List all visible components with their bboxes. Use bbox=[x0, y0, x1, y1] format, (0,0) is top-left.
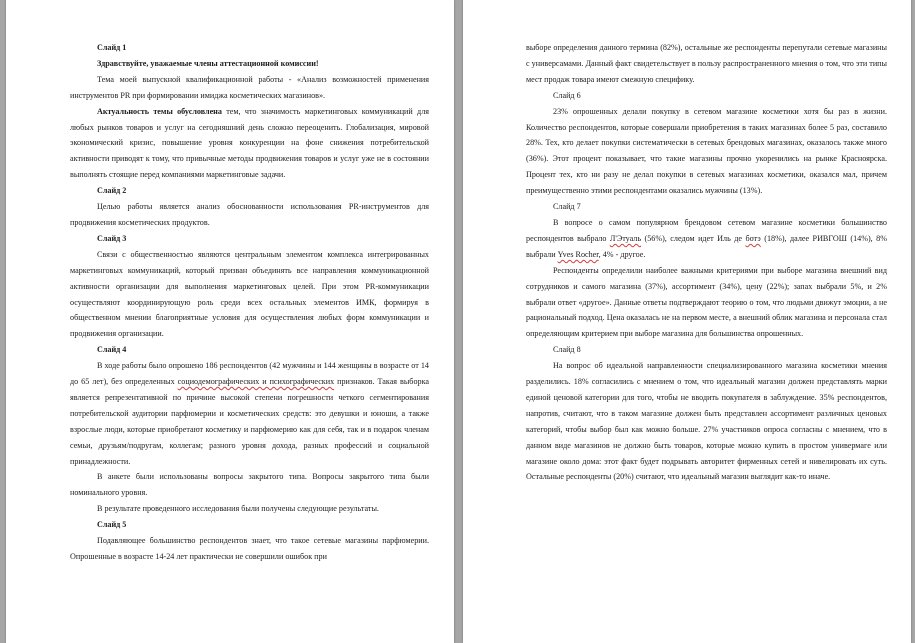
slide-8-heading: Слайд 8 bbox=[553, 345, 581, 355]
spellcheck-flagged-word[interactable]: социодемографических и психографических bbox=[177, 377, 335, 387]
paragraph-ideal-store: На вопрос об идеальной направленности специализированного магазина косметики мнения разделились. 18% согласились с мнением о том, что идеальный магазин должен представлять марки единой ценовой категории для того, чтобы не вводить покупателя в заблуждение. 35% респондентов, напротив, считают, что в таком магазине должен быть представлен ассортимент различных ценовых категорий, чтобы выбор был как можно больше. 27% участников опроса согласны с мнением, что в данном виде магазинов не должно быть товаров, которые можно купить в простом универмаге или магазине около дома: этот факт будет подрывать авторитет фирменных сетей и нивелировать их суть. Остальные респонденты (20%) считают, что идеальный магазин выглядит как-то иначе. bbox=[526, 361, 887, 482]
slide-6-heading: Слайд 6 bbox=[553, 90, 581, 100]
paragraph-survey bbox=[70, 358, 429, 469]
slide-4-heading: Слайд 4 bbox=[97, 345, 127, 355]
greeting-heading: Здравствуйте, уважаемые члены аттестационной комиссии! bbox=[97, 58, 319, 68]
paragraph-purchases: 23% опрошенных делали покупку в сетевом магазине косметики хотя бы раз в жизни. Количество респондентов, которые совершали приобретения в таких магазинах более 5 раз, составило 28%. Тех, кто делает покупки систематически в сетевых брендовых магазинах, оказалось также много (36%). Этот процент показывает, что такие магазины прочно укоренились на рынке Красноярска. Процент тех, кто ни разу не делал покупки в сетевых магазинах косметики, оказался мал, причем преимущественно этими респондентами оказались мужчины (13%). bbox=[526, 106, 887, 196]
slide-5-heading: Слайд 5 bbox=[97, 520, 127, 530]
spellcheck-flagged-word[interactable]: ботэ bbox=[745, 233, 761, 243]
survey-text-before: В ходе работы было опрошено 186 респондентов (42 мужчины и 144 женщины в возрасте от 14 до 65 лет), без определенных bbox=[70, 361, 429, 387]
slide-2-heading: Слайд 2 bbox=[97, 186, 127, 196]
paragraph-continuation: выборе определения данного термина (82%), остальные же респонденты перепутали сетевые магазины с универсамами. Данный факт свидетельствует в пользу распространенного мнения о том, что эти типы мест продаж товара имеют смежную специфику. bbox=[526, 43, 887, 84]
document-page-right bbox=[463, 0, 911, 643]
paragraph-results: В результате проведенного исследования были получены следующие результаты. bbox=[97, 504, 379, 514]
page-content bbox=[526, 40, 887, 485]
popular-text-1: В вопросе о самом популярном брендовом сетевом магазине косметики большинство респондентов выбрало bbox=[526, 217, 887, 243]
paragraph-criteria: Респонденты определили наиболее важными критериями при выборе магазина внешний вид сотрудников и самого магазина (37%), ассортимент (34%), цену (22%); запах выбрали 5%, и 2% выбрали ответ «другое». Данные ответы подтверждают теорию о том, что людьми движут эмоции, а не рациональный подход. Цена оказалась не на первом месте, а внешний облик магазина и персонала стал определяющим критерием при выборе магазина для большинства опрошенных. bbox=[526, 265, 887, 339]
popular-text-2: (56%), следом идет Иль де bbox=[641, 233, 746, 243]
popular-text-3: (18%), далее РИВГОШ (14%), 8% выбрали bbox=[526, 233, 887, 259]
spellcheck-flagged-word[interactable]: Yves Rocher bbox=[557, 249, 599, 259]
paragraph-network-stores: Подавляющее большинство респондентов знает, что такое сетевые магазины парфюмерии. Опрошенные в возрасте 14-24 лет практически не совершили ошибок при bbox=[70, 536, 429, 561]
slide-3-heading: Слайд 3 bbox=[97, 233, 127, 243]
slide-7-heading: Слайд 7 bbox=[553, 202, 581, 212]
relevance-text: тем, что значимость маркетинговых коммуникаций для любых рынков товаров и услуг на сегодняшний день сложно переоценить. Глобализация, мировой экономический кризис, повышение уровня конкуренции на фоне снижения потребительской активности приводят к тому, что привычные методы продвижения товаров и услуг уже не в состоянии выполнять стоящие перед компаниями маркетинговые задачи. bbox=[70, 106, 429, 180]
document-page-left bbox=[6, 0, 454, 643]
paragraph-relevance bbox=[70, 104, 429, 184]
page-content bbox=[70, 40, 429, 565]
paragraph-goal: Целью работы является анализ обоснованности использования PR-инструментов для продвижения косметических продуктов. bbox=[70, 202, 429, 227]
paragraph-pr: Связи с общественностью являются центральным элементом комплекса интегрированных маркетинговых коммуникаций, который призван объединять все направления коммуникационной активности организации для выполнения маркетинговых целей. При этом PR-коммуникации осуществляют координирующую роль среди всех остальных элементов ИМК, формируя в общественном мнении благоприятные условия для осуществления любых форм коммуникации и продвижения организации. bbox=[70, 249, 429, 339]
survey-text-after: признаков. Такая выборка является репрезентативной по причине высокой степени погрешности четкого сегментирования потребительской аудитории парфюмерии и косметических средств: это девушки и юноши, а также взрослые люди, которые приобретают косметику и парфюмерию как для себя, так и в подарок членам семьи, друзьям/подругам, коллегам; разного уровня дохода, разных профессий и социальной принадлежности. bbox=[70, 377, 429, 466]
relevance-bold-lead: Актуальность темы обусловлена bbox=[97, 106, 222, 116]
spellcheck-flagged-word[interactable]: Л'Этуаль bbox=[609, 233, 642, 243]
popular-text-4: , 4% - другое. bbox=[598, 249, 646, 259]
paragraph-questionnaire: В анкете были использованы вопросы закрытого типа. Вопросы закрытого типа были номинального уровня. bbox=[70, 472, 429, 498]
slide-1-heading: Слайд 1 bbox=[97, 43, 127, 52]
paragraph-popular-store bbox=[526, 215, 887, 263]
paragraph-topic: Тема моей выпускной квалификационной работы - «Анализ возможностей применения инструментов PR при формировании имиджа косметических магазинов». bbox=[70, 74, 429, 100]
